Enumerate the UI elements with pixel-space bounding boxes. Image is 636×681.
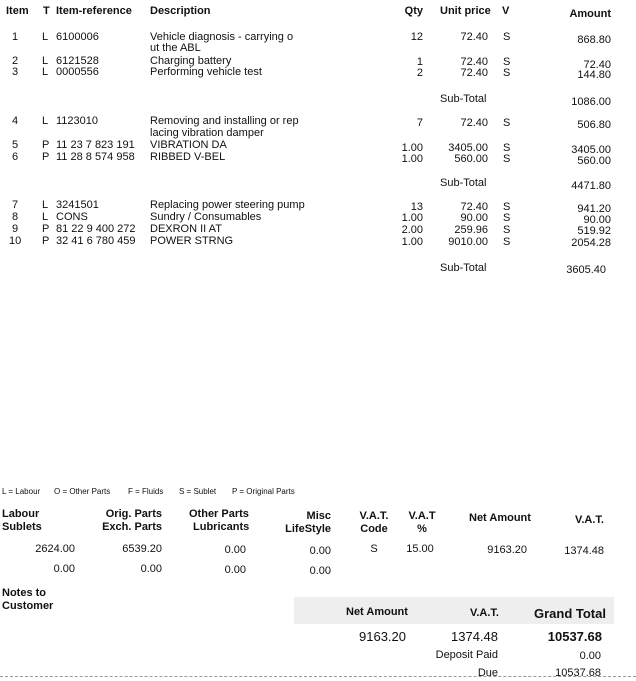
row-vat: S — [503, 201, 511, 213]
row-unit-price: 9010.00 — [448, 236, 488, 248]
summary-header-net-amount: Net Amount — [469, 512, 531, 524]
summary-labour-value: 0.00 — [53, 563, 75, 575]
totals-header-grand-total: Grand Total — [534, 606, 606, 621]
footer-divider — [0, 676, 636, 677]
row-qty: 2.00 — [401, 224, 423, 236]
header-type: T — [43, 5, 50, 17]
due-label: Due — [477, 667, 498, 679]
summary-vat-pct-value: 15.00 — [406, 543, 434, 555]
row-unit-price: 72.40 — [460, 117, 488, 129]
deposit-paid-label: Deposit Paid — [435, 649, 498, 661]
summary-header-orig-parts: Orig. Parts — [105, 508, 162, 520]
row-unit-price: 72.40 — [460, 56, 488, 68]
header-unit-price: Unit price — [440, 5, 491, 17]
row-desc: POWER STRNG — [150, 235, 234, 247]
subtotal-label: Sub-Total — [440, 177, 487, 189]
row-qty: 7 — [416, 117, 423, 129]
deposit-paid-value: 0.00 — [579, 650, 601, 662]
row-desc: Removing and installing or rep — [150, 115, 299, 127]
summary-misc-value: 0.00 — [309, 545, 331, 557]
summary-header-sublets: Sublets — [2, 521, 42, 533]
summary-misc-value: 0.00 — [309, 565, 331, 577]
summary-vat-code-value: S — [370, 543, 378, 555]
row-unit-price: 259.96 — [454, 224, 488, 236]
row-amount: 519.92 — [577, 225, 611, 237]
row-vat: S — [503, 224, 511, 236]
row-vat: S — [503, 117, 511, 129]
totals-vat-value: 1374.48 — [451, 629, 498, 644]
legend-other-parts: O = Other Parts — [54, 487, 111, 496]
row-desc: VIBRATION DA — [150, 139, 227, 151]
legend-labour: L = Labour — [2, 487, 41, 496]
row-ref: 11 28 8 574 958 — [56, 151, 135, 163]
row-desc: Sundry / Consumables — [150, 211, 262, 223]
row-item: 2 — [12, 55, 19, 67]
header-qty: Qty — [404, 5, 423, 17]
totals-net-value: 9163.20 — [359, 629, 406, 644]
row-item: 7 — [12, 199, 19, 211]
summary-header-vat-amount: V.A.T. — [575, 514, 604, 526]
header-amount: Amount — [569, 8, 611, 20]
row-qty: 1 — [416, 56, 423, 68]
summary-labour-value: 2624.00 — [35, 543, 75, 555]
summary-net-value: 9163.20 — [487, 544, 527, 556]
row-desc: Replacing power steering pump — [150, 199, 305, 211]
summary-header-pct: % — [417, 523, 427, 535]
row-amount: 72.40 — [583, 59, 611, 71]
row-amount: 2054.28 — [571, 237, 611, 249]
totals-header-net-amount: Net Amount — [346, 606, 408, 618]
row-amount: 144.80 — [577, 69, 611, 81]
row-desc: Vehicle diagnosis - carrying o — [150, 31, 294, 43]
row-type: L — [42, 55, 49, 67]
totals-header-vat: V.A.T. — [470, 607, 499, 619]
row-item: 4 — [12, 115, 19, 127]
row-qty: 1.00 — [401, 142, 423, 154]
row-vat: S — [503, 236, 511, 248]
row-vat: S — [503, 212, 511, 224]
row-desc: DEXRON II AT — [150, 223, 222, 235]
row-amount: 506.80 — [577, 119, 611, 131]
row-amount: 868.80 — [577, 34, 611, 46]
legend-fluids: F = Fluids — [128, 487, 164, 496]
row-ref: 6100006 — [56, 31, 99, 43]
totals-grand-value: 10537.68 — [547, 629, 602, 644]
summary-header-lifestyle: LifeStyle — [285, 523, 331, 535]
summary-header-vat-code: V.A.T. — [359, 510, 389, 522]
row-item: 9 — [12, 223, 19, 235]
summary-other-value: 0.00 — [224, 544, 246, 556]
row-type: P — [42, 223, 50, 235]
row-type: L — [42, 31, 49, 43]
row-vat: S — [503, 56, 511, 68]
summary-header-code: Code — [360, 523, 388, 535]
row-type: P — [42, 151, 50, 163]
notes-label-customer: Customer — [2, 600, 54, 612]
summary-header-vat-pct: V.A.T — [408, 510, 436, 522]
row-type: L — [42, 211, 49, 223]
row-item: 3 — [12, 66, 19, 78]
summary-header-labour: Labour — [2, 508, 40, 520]
legend-original-parts: P = Original Parts — [232, 487, 295, 496]
row-amount: 941.20 — [577, 203, 611, 215]
summary-other-value: 0.00 — [224, 564, 246, 576]
row-amount: 560.00 — [577, 155, 611, 167]
row-unit-price: 72.40 — [460, 31, 488, 43]
summary-header-exch-parts: Exch. Parts — [102, 521, 162, 533]
subtotal-amount: 3605.40 — [566, 264, 606, 276]
subtotal-amount: 4471.80 — [571, 180, 611, 192]
row-unit-price: 72.40 — [460, 67, 488, 79]
row-item: 6 — [12, 151, 19, 163]
row-item: 1 — [12, 31, 19, 43]
row-qty: 1.00 — [401, 153, 423, 165]
row-qty: 2 — [416, 67, 423, 79]
row-ref: 81 22 9 400 272 — [56, 223, 136, 235]
row-ref: 0000556 — [56, 66, 99, 78]
header-item: Item — [6, 5, 29, 17]
summary-header-other-parts: Other Parts — [189, 508, 249, 520]
row-unit-price: 3405.00 — [448, 142, 488, 154]
row-type: L — [42, 66, 49, 78]
row-vat: S — [503, 67, 511, 79]
row-unit-price: 560.00 — [454, 153, 488, 165]
row-ref: CONS — [56, 211, 88, 223]
subtotal-label: Sub-Total — [440, 93, 487, 105]
header-description: Description — [150, 5, 211, 17]
summary-orig-value: 0.00 — [140, 563, 162, 575]
row-ref: 1123010 — [56, 115, 99, 127]
due-value: 10537.68 — [555, 667, 601, 679]
row-amount: 90.00 — [583, 214, 611, 226]
row-vat: S — [503, 153, 511, 165]
legend-sublet: S = Sublet — [179, 487, 217, 496]
row-ref: 3241501 — [56, 199, 99, 211]
row-unit-price: 72.40 — [460, 201, 488, 213]
row-desc-cont: ut the ABL — [150, 42, 201, 54]
summary-vat-value: 1374.48 — [564, 545, 604, 557]
subtotal-label: Sub-Total — [440, 262, 487, 274]
row-type: P — [42, 139, 50, 151]
summary-orig-value: 6539.20 — [122, 543, 162, 555]
summary-header-lubricants: Lubricants — [193, 521, 250, 533]
row-desc: RIBBED V-BEL — [150, 151, 226, 163]
row-desc-cont: lacing vibration damper — [150, 127, 264, 139]
row-item: 8 — [12, 211, 19, 223]
summary-header-misc: Misc — [306, 510, 331, 522]
header-item-reference: Item-reference — [56, 5, 132, 17]
row-unit-price: 90.00 — [460, 212, 488, 224]
row-type: P — [42, 235, 50, 247]
row-type: L — [42, 199, 49, 211]
row-qty: 1.00 — [401, 212, 423, 224]
notes-label: Notes to — [2, 587, 46, 599]
row-qty: 13 — [410, 201, 423, 213]
row-amount: 3405.00 — [571, 144, 611, 156]
row-desc: Charging battery — [150, 55, 232, 67]
row-ref: 6121528 — [56, 55, 99, 67]
row-item: 10 — [9, 235, 22, 247]
row-qty: 12 — [410, 31, 423, 43]
row-qty: 1.00 — [401, 236, 423, 248]
row-vat: S — [503, 142, 511, 154]
row-vat: S — [503, 31, 511, 43]
row-ref: 32 41 6 780 459 — [56, 235, 136, 247]
row-desc: Performing vehicle test — [150, 66, 262, 78]
row-ref: 11 23 7 823 191 — [56, 139, 135, 151]
header-vat: V — [502, 5, 510, 17]
subtotal-amount: 1086.00 — [571, 96, 611, 108]
row-item: 5 — [12, 139, 19, 151]
row-type: L — [42, 115, 49, 127]
